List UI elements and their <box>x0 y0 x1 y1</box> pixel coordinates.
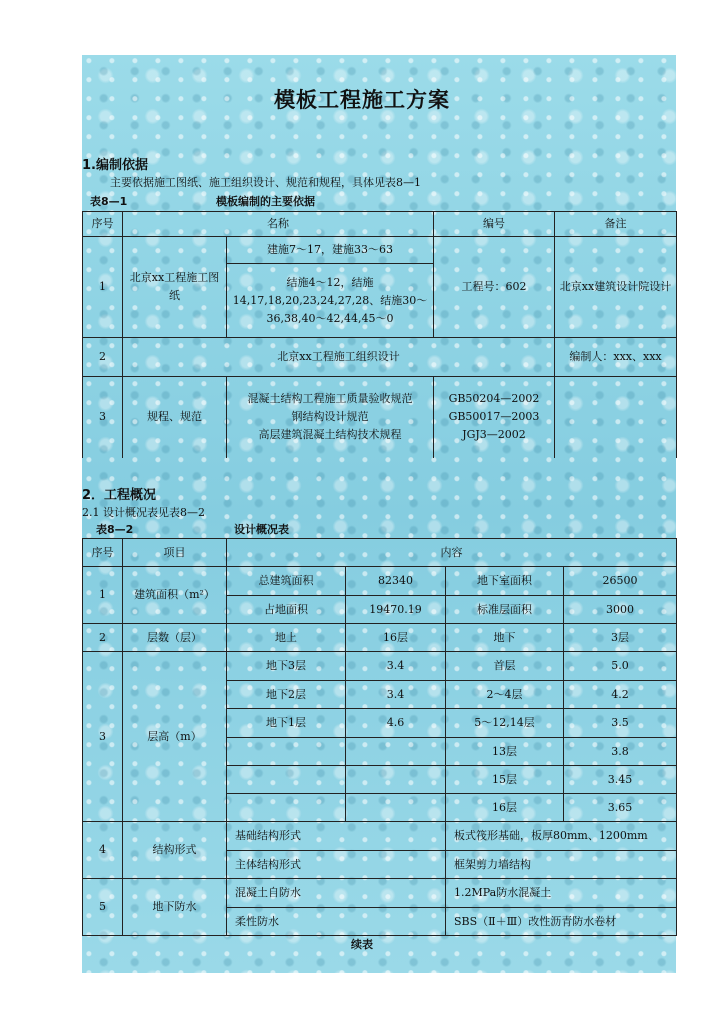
document-title: 模板工程施工方案 <box>274 88 450 112</box>
below-ground-label: 地下 <box>446 624 564 652</box>
foundation-type-value: 板式筏形基础，板厚80mm、1200mm <box>446 822 677 851</box>
floor-label: 13层 <box>446 738 564 766</box>
section-1-paragraph: 主要依据施工图纸、施工组织设计、规范和规程，具体见表8—1 <box>110 176 421 189</box>
r2-item: 层数（层） <box>123 624 227 652</box>
r3-no: 3 <box>83 652 123 822</box>
below-ground-value: 3层 <box>564 624 677 652</box>
row2-note: 编制人：xxx、xxx <box>555 338 677 377</box>
floor-height: 5.0 <box>564 652 677 681</box>
header-no: 序号 <box>83 212 123 237</box>
self-waterproof-label: 混凝土自防水 <box>227 879 446 908</box>
row3-no: 3 <box>83 377 123 458</box>
typical-floor-area-label: 标准层面积 <box>446 596 564 624</box>
typical-floor-area-value: 3000 <box>564 596 677 624</box>
floor-label: 首层 <box>446 652 564 681</box>
empty-cell <box>346 794 446 822</box>
row1-name: 北京xx工程施工图纸 <box>123 237 227 338</box>
floor-height: 3.8 <box>564 738 677 766</box>
header-no: 序号 <box>83 539 123 567</box>
row3-code: JGJ3—2002 <box>462 428 526 442</box>
empty-cell <box>227 794 346 822</box>
site-area-value: 19470.19 <box>346 596 446 624</box>
above-ground-label: 地上 <box>227 624 346 652</box>
section-1-heading: 1.编制依据 <box>82 158 148 173</box>
main-structure-label: 主体结构形式 <box>227 851 446 879</box>
empty-cell <box>227 766 346 794</box>
r5-no: 5 <box>83 879 123 936</box>
basis-table <box>82 211 677 458</box>
floor-height: 4.2 <box>564 681 677 709</box>
header-name: 名称 <box>123 212 434 237</box>
floor-label: 15层 <box>446 766 564 794</box>
row2-no: 2 <box>83 338 123 377</box>
empty-cell <box>346 738 446 766</box>
row2-name: 北京xx工程施工组织设计 <box>123 338 555 377</box>
total-area-value: 82340 <box>346 567 446 596</box>
row1-code: 工程号：602 <box>434 237 555 338</box>
floor-label: 2～4层 <box>446 681 564 709</box>
basement-area-value: 26500 <box>564 567 677 596</box>
design-overview-table <box>82 538 677 936</box>
floor-height: 3.4 <box>346 681 446 709</box>
row3-item: 高层建筑混凝土结构技术规程 <box>258 428 402 442</box>
floor-height: 3.5 <box>564 709 677 738</box>
above-ground-value: 16层 <box>346 624 446 652</box>
table-2-number: 表8—2 <box>96 523 134 536</box>
row3-codes <box>434 377 555 458</box>
r1-item: 建筑面积（m²） <box>123 567 227 624</box>
row3-item: 钢结构设计规范 <box>291 410 369 424</box>
foundation-type-label: 基础结构形式 <box>227 822 446 851</box>
section-2-heading: 2．工程概况 <box>82 488 157 503</box>
r2-no: 2 <box>83 624 123 652</box>
row1-no: 1 <box>83 237 123 338</box>
row3-name: 规程、规范 <box>123 377 227 458</box>
header-item: 项目 <box>123 539 227 567</box>
row3-code: GB50017—2003 <box>448 410 540 424</box>
empty-cell <box>346 766 446 794</box>
floor-label: 地下1层 <box>227 709 346 738</box>
row3-note <box>555 377 677 458</box>
floor-label: 地下2层 <box>227 681 346 709</box>
main-structure-value: 框架剪力墙结构 <box>446 851 677 879</box>
floor-height: 3.65 <box>564 794 677 822</box>
flexible-waterproof-value: SBS（Ⅱ＋Ⅲ）改性沥青防水卷材 <box>446 908 677 936</box>
floor-height: 3.4 <box>346 652 446 681</box>
row3-code: GB50204—2002 <box>448 392 540 406</box>
empty-cell <box>227 738 346 766</box>
header-content: 内容 <box>227 539 677 567</box>
row3-items <box>227 377 434 458</box>
table-1-number: 表8—1 <box>90 195 128 208</box>
table-2-title: 设计概况表 <box>234 523 289 536</box>
floor-height: 3.45 <box>564 766 677 794</box>
floor-label: 16层 <box>446 794 564 822</box>
r5-item: 地下防水 <box>123 879 227 936</box>
header-code: 编号 <box>434 212 555 237</box>
flexible-waterproof-label: 柔性防水 <box>227 908 446 936</box>
floor-height: 4.6 <box>346 709 446 738</box>
basement-area-label: 地下室面积 <box>446 567 564 596</box>
row1-struct-drawings: 结施4～12，结施14,17,18,20,23,24,27,28、结施30～36,38,40～42,44,45～0 <box>227 264 434 338</box>
floor-label: 地下3层 <box>227 652 346 681</box>
table-1-title: 模板编制的主要依据 <box>216 195 315 208</box>
r3-item: 层高（m） <box>123 652 227 822</box>
r4-no: 4 <box>83 822 123 879</box>
site-area-label: 占地面积 <box>227 596 346 624</box>
r4-item: 结构形式 <box>123 822 227 879</box>
row1-arch-drawings: 建施7～17，建施33～63 <box>227 237 434 264</box>
self-waterproof-value: 1.2MPa防水混凝土 <box>446 879 677 908</box>
section-2-subheading: 2.1 设计概况表见表8—2 <box>82 506 205 519</box>
header-note: 备注 <box>555 212 677 237</box>
r1-no: 1 <box>83 567 123 624</box>
continued-label: 续表 <box>351 938 373 951</box>
total-area-label: 总建筑面积 <box>227 567 346 596</box>
row1-note: 北京xx建筑设计院设计 <box>555 237 677 338</box>
floor-label: 5～12,14层 <box>446 709 564 738</box>
row3-item: 混凝土结构工程施工质量验收规范 <box>247 392 413 406</box>
